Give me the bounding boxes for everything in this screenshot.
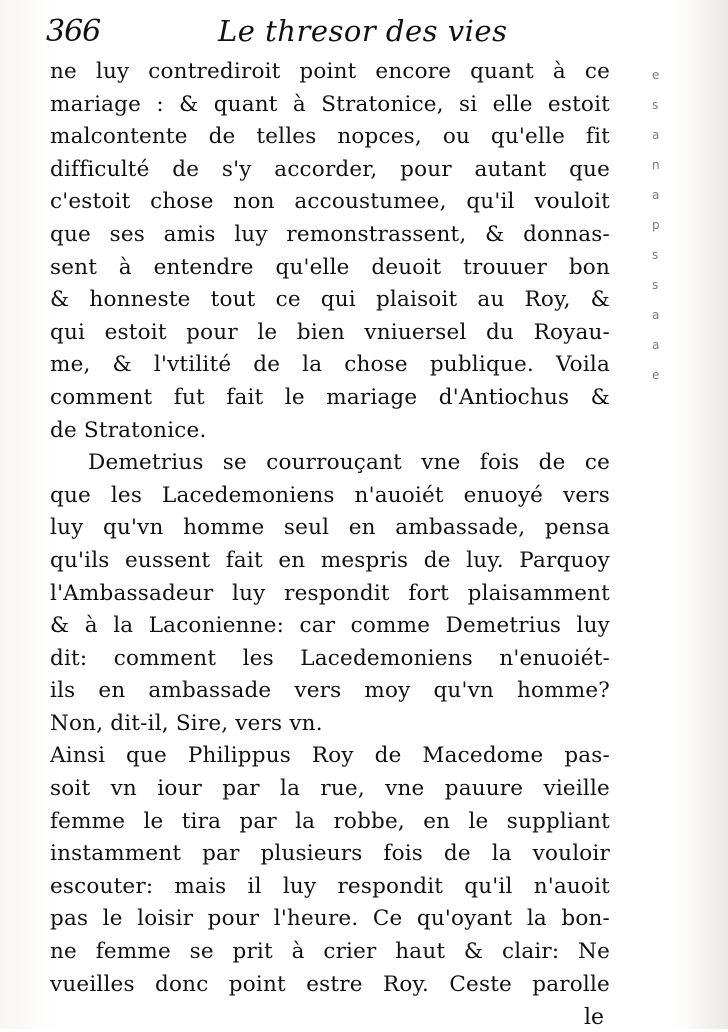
text-line: me, & l'vtilité de la chose publique. Voila [50,352,610,378]
body-text [50,56,610,1001]
page-number: 366 [46,14,101,49]
text-line: escouter: mais il luy respondit qu'il n'auoit [50,873,610,899]
bleed-through-letter: s [652,278,659,292]
text-line: comment fut fait le mariage d'Antiochus & [50,384,610,410]
paragraph-end-line: de Stratonice. [50,417,207,443]
bleed-through-letter: n [652,158,660,172]
text-line: c'estoit chose non accoustumee, qu'il vouloit [50,189,610,215]
paragraph-end-line: Non, dit-il, Sire, vers vn. [50,710,323,736]
bleed-through-letter: a [652,188,660,202]
text-line: l'Ambassadeur luy respondit fort plaisamment [50,580,610,606]
text-line: sent à entendre qu'elle deuoit trouuer bon [50,254,610,280]
text-line: que ses amis luy remonstrassent, & donnas- [50,221,610,247]
bleed-through-letter: a [652,128,660,142]
paragraph-start-line: Demetrius se courrouçant vne fois de ce [88,450,610,476]
text-line: malcontente de telles nopces, ou qu'elle fit [50,124,610,150]
text-line: soit vn iour par la rue, vne pauure vieille [50,776,610,802]
text-line: ne luy contrediroit point encore quant à ce [50,59,610,84]
text-line: qui estoit pour le bien vniuersel du Royau- [50,319,610,345]
bleed-through-letter: s [652,98,659,112]
bleed-through-letter: a [652,338,660,352]
text-line: que les Lacedemoniens n'auoiét enuoyé vers [50,482,610,508]
bleed-through-letter: p [652,218,660,232]
text-line: mariage : & quant à Stratonice, si elle estoit [50,91,610,117]
text-line: femme le tira par la robbe, en le suppliant [50,808,610,834]
paragraph-start-line: Ainsi que Philippus Roy de Macedome pas- [50,743,610,769]
running-title: Le thresor des vies [218,14,508,48]
text-line: vueilles donc point estre Roy. Ceste parolle [50,971,610,997]
bleed-through-letter: e [652,368,660,382]
text-line: instamment par plusieurs fois de la vouloir [50,841,610,867]
bleed-through-margin [652,60,672,390]
catchword: le [583,1005,604,1030]
bleed-through-letter: e [652,68,660,82]
page-header [46,14,606,52]
text-line: & honneste tout ce qui plaisoit au Roy, & [50,287,610,313]
text-line: ne femme se prit à crier haut & clair: Ne [50,939,610,965]
bleed-through-letter: a [652,308,660,322]
text-line: & à la Laconienne: car comme Demetrius luy [50,613,610,639]
text-line: ils en ambassade vers moy qu'vn homme? [50,678,610,704]
text-line: qu'ils eussent fait en mespris de luy. Parquoy [50,547,610,573]
text-line: dit: comment les Lacedemoniens n'enuoiét- [50,645,610,671]
text-line: difficulté de s'y accorder, pour autant que [50,156,610,182]
text-line: pas le loisir pour l'heure. Ce qu'oyant la bon- [50,906,610,932]
bleed-through-letter: s [652,248,659,262]
page-edge-shadow [688,0,728,1029]
text-line: luy qu'vn homme seul en ambassade, pensa [50,515,610,541]
